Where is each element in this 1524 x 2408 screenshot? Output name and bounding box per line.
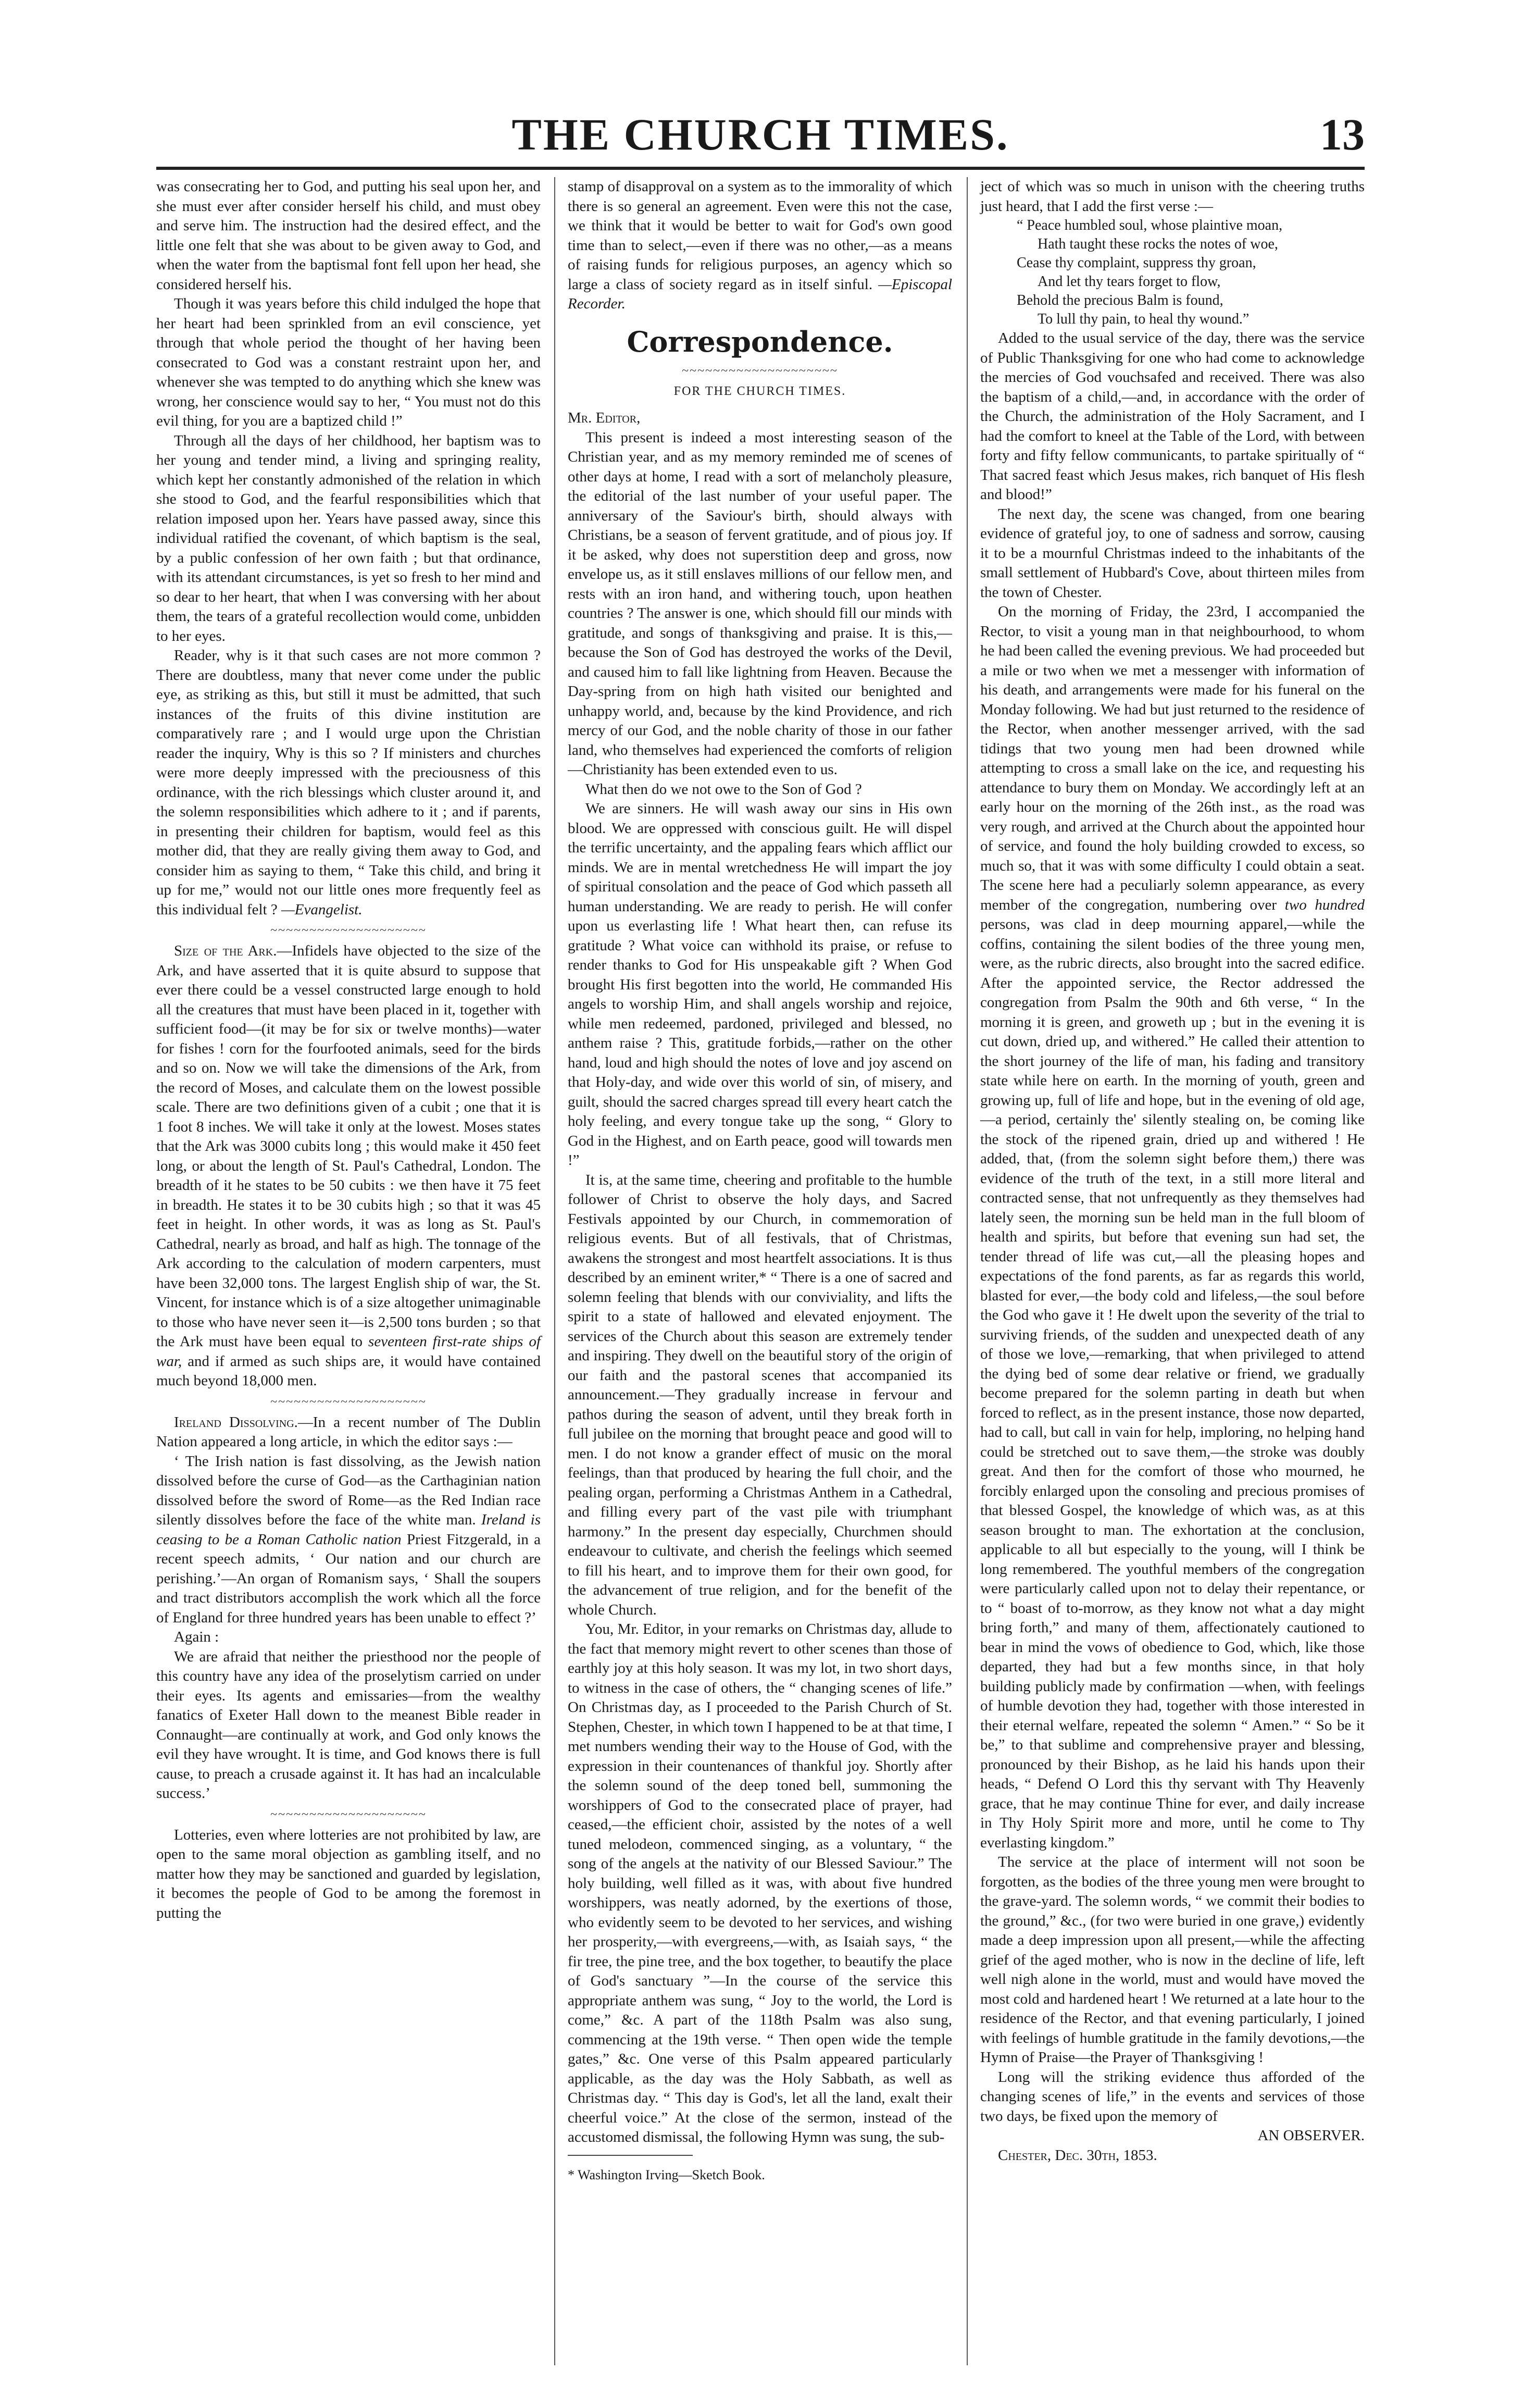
column-divider — [554, 177, 555, 2365]
letter-paragraph: What then do we not owe to the Son of God ? — [585, 780, 862, 798]
letter-paragraph: Long will the striking evidence thus afforded of the changing scenes of life,” in the events and services of those two days, be fixed upon the memory of — [980, 2068, 1365, 2125]
section-divider: ~~~~~~~~~~~~~~~~~~~~ — [270, 1395, 427, 1409]
letter-paragraph: On the morning of Friday, the 23rd, I accompanied the Rector, to visit a young man in that neighbourhood, to whom he had been called the evening previous. We had proceeded but a mile or two when we met a messenger with information of his death, and arrangements were made for his funeral on the Monday following. We had but just returned to the residence of the Rector, when another messenger arrived, with the sad tidings that two young men had been drowned while attempting to cross a small lake on the ice, and requesting his attendance to bury them on Monday. We accordingly left at an early hour on the morning of the 26th inst., as the road was very rough, and arrived at the Church about the appointed hour of service, and found the holy building crowded to excess, so much so, that it was with some difficulty I could obtain a seat. The scene here had a peculiarly solemn appearance, as every member of the congregation, numbering over two hundred persons, was clad in deep mourning apparel,—while the coffins, containing the silent bodies of the three young men, were, as the rubric directs, also brought into the sacred edifice. After the appointed service, the Rector addressed the congregation from Psalm the 90th and 6th verse, “ In the morning it is green, and groweth up ; but in the evening it is cut down, dried up, and withered.” He called their attention to the short journey of the life of man, his fading and transitory state while here on earth. In the morning of youth, green and growing up, full of life and hope, but in the evening of old age,—a period, certainly the' silently stealing on, be coming like the stock of the ripened grain, dried up and withered ! He added, that, (from the solemn sight before them,) there was evidence of the truth of the text, in a still more literal and contracted sense, that not unfrequently as they themselves had lately seen, the morning sun be held man in the full bloom of health and spirits, but before that evening sun had set, the tender thread of life was cut,—all the pleasing hopes and expectations of the fond parents, as far as regards this world, blasted for ever,—the body cold and lifeless,—the soul before the God who gave it ! He dwelt upon the severity of the trial to surviving friends, of the sudden and unexpected death of any of those we love,—remarking, that when privileged to attend the dying bed of some dear relative or friend, we gradually become prepared for the solemn parting in death but when forced to reflect, as in the present instance, those now departed, had to call, but call in vain for help, imploring, no helping hand could be stretched out to save them,—the stroke was doubly great. And then for the comfort of those who mourned, he forcibly enlarged upon the consoling and precious promises of that blessed Gospel, the knowledge of which was, as at this season brought to man. The exhortation at the conclusion, applicable to all but especially to the young, will I think be long remembered. The youthful members of the congregation were particularly called upon not to delay their repentance, or to “ boast of to-morrow, as they know not what a day might bring forth,” and many of them, affectionately cautioned to bear in mind the vows of obedience to God, which, like those departed, they had but a few months since, in that holy building publicly made by confirmation —when, with feelings of humble devotion they had, together with those interested in their eternal welfare, repeated the solemn “ Amen.” “ So be it be,” to that sublime and comprehensive prayer and blessing, pronounced by their Bishop, as he laid his hands upon their heads, “ Defend O Lord this thy servant with Thy Heavenly grace, that he may continue Thine for ever, and daily increase in Thy Holy Spirit more and more, until he come to Thy everlasting kingdom.” — [980, 603, 1365, 1851]
letter-paragraph: ject of which was so much in unison with the cheering truths just heard, that I add the first verse :— — [980, 178, 1365, 215]
article-paragraph: Again : — [174, 1629, 219, 1645]
source-attribution: —Episcopal Recorder. — [568, 276, 953, 312]
section-divider: ~~~~~~~~~~~~~~~~~~~~ — [270, 924, 427, 937]
section-divider: ~~~~~~~~~~~~~~~~~~~~ — [682, 364, 838, 378]
hymn-line: Hath taught these rocks the notes of woe, — [1038, 236, 1278, 252]
quoted-paragraph: We are afraid that neither the priesthood nor the people of this country have any idea of the proselytism carried on under their eyes. Its agents and emissaries—from the wealthy fanatics of Exeter Hall down to the meanest Bible reader in Connaught—are continually at work, and God only knows the evil they have wrought. It is time, and God knows there is full cause, to preach a crusade against it. It has had an incalculable success.’ — [156, 1648, 541, 1802]
quoted-paragraph: ‘ The Irish nation is fast dissolving, as the Jewish nation dissolved before the curse of God—as the Carthaginian nation dissolved before the sword of Rome—as the Red Indian race silently dissolves before the face of the white man. Ireland is ceasing to be a Roman Catholic nation Priest Fitzgerald, in a recent speech admits, ‘ Our nation and our church are perishing.’—An organ of Romanism says, ‘ Shall the soupers and tract distributors accomplish the work which all the force of England for three hundred years has been unable to effect ?’ — [156, 1453, 541, 1626]
column-1 — [156, 177, 541, 1923]
newspaper-page — [156, 104, 1365, 2376]
hymn-line: Behold the precious Balm is found, — [1017, 292, 1223, 308]
masthead — [156, 104, 1365, 162]
article-paragraph: was consecrating her to God, and putting his seal upon her, and she must ever after consider herself his child, and must obey and serve him. The instruction had the desired effect, and the little one felt that she was about to be given away to God, and when the water from the baptismal font fell upon her head, she considered herself his. — [156, 178, 541, 293]
article-lead: Ireland Dissolving. — [174, 1413, 298, 1431]
letter-paragraph: It is, at the same time, cheering and profitable to the humble follower of Christ to observe the holy days, and Sacred Festivals appointed by our Church, in commemoration of religious events. But of all festivals, that of Christmas, awakens the strongest and most heartfelt associations. It is thus described by an eminent writer,* “ There is a one of sacred and solemn feeling that blends with our conviviality, and lifts the spirit to a state of hallowed and elevated enjoyment. The services of the Church about this season are extremely tender and inspiring. They dwell on the beautiful story of the origin of our faith and the pastoral scenes that accompanied its announcement.—They gradually increase in fervour and pathos during the season of advent, until they break forth in full jubilee on the morning that brought peace and good will to men. I do not know a grander effect of music on the moral feelings, than that produced by hearing the full choir, and the pealing organ, performing a Christmas Anthem in a Cathedral, and filling every part of the vast pile with triumphant harmony.” In the present day especially, Churchmen should endeavour to cultivate, and cherish the feelings which seemed to fill his heart, and to improve them for their own good, for the advancement of true religion, and for the benefit of the whole Church. — [568, 1171, 952, 1618]
page-number: 13 — [1320, 109, 1365, 159]
section-heading: Correspondence. — [627, 325, 893, 358]
hymn-line: And let thy tears forget to flow, — [1038, 274, 1221, 290]
column-3 — [980, 177, 1365, 2165]
article-paragraph: Though it was years before this child indulged the hope that her heart had been sprinkled from an evil conscience, yet through that whole period the thought of her having been consecrated to God was a constant restraint upon her, and whenever she was tempted to do anything which she knew was wrong, her conscience would say to her, “ You must not do this evil thing, for you are a baptized child !” — [156, 295, 541, 429]
article-paragraph: Reader, why is it that such cases are not more common ? There are doubtless, many that never come under the public eye, as striking as this, but still it must be admitted, that such instances of the fruits of this divine institution are comparatively rare ; and I would urge upon the Christian reader the inquiry, Why is this so ? If ministers and churches were more deeply impressed with the preciousness of this ordinance, with the rich blessings which cluster around it, and the solemn responsibilities which adhere to it ; and if parents, in presenting their children for baptism, would feel as this mother did, that they are really giving them away to God, and consider him as saying to them, “ Take this child, and bring it up for me,” would not our little ones more frequently feel as this individual felt ? —Evangelist. — [156, 647, 541, 918]
letter-dateline: Chester, Dec. 30th, 1853. — [998, 2146, 1157, 2164]
letter-paragraph: The service at the place of interment will not soon be forgotten, as the bodies of the three young men were brought to the grave-yard. The solemn words, “ we commit their bodies to the ground,” &c., (for two were buried in one grave,) evidently made a deep impression upon all present,—while the affecting grief of the aged mother, who is now in the decline of life, left well nigh alone in the world, must and would have moved the most cold and hardened heart ! We returned at a late hour to the residence of the Rector, and that evening particularly, I joined with feelings of humble gratitude in the family devotions,—the Hymn of Praise—the Prayer of Thanksgiving ! — [980, 1854, 1365, 2066]
column-2 — [568, 177, 952, 2184]
article-paragraph: Through all the days of her childhood, her baptism was to her young and tender mind, a living and springing reality, which kept her constantly admonished of the relation in which she stood to God, and the fearful responsibilities which that relation imposed upon her. Years have passed away, since this individual ratified the covenant, of which baptism is the seal, by a public confession of her own faith ; but that ordinance, with its attendant circumstances, is yet so fresh to her mind and so dear to her heart, that when I was conversing with her about them, the tears of a grateful recollection would come, unbidden to her eyes. — [156, 432, 541, 644]
newspaper-title: THE CHURCH TIMES. — [511, 109, 1009, 159]
letter-paragraph: You, Mr. Editor, in your remarks on Christmas day, allude to the fact that memory might revert to other scenes than those of earthly joy at this holy season. It was my lot, in two short days, to witness in the case of others, the “ changing scenes of life.” On Christmas day, as I proceeded to the Parish Church of St. Stephen, Chester, in which town I happened to be at that time, I met numbers wending their way to the House of God, with the expression in their countenances of thankful joy. Shortly after the solemn sound of the deep toned bell, summoning the worshippers of God to the consecrated place of prayer, had ceased,—the efficient choir, assisted by the notes of a well tuned melodeon, commenced singing, as a voluntary, “ the song of the angels at the nativity of our Blessed Saviour.” The holy building, well filled as it was, with about five hundred worshippers, was neatly adorned, by the exertions of those, who evidently seem to be devoted to her services, and wishing her prosperity,—with evergreens,—with, as Isaiah says, “ the fir tree, the pine tree, and the box together, to beautify the place of God's sanctuary ”—In the course of the service this appropriate anthem was sung, “ Joy to the world, the Lord is come,” &c. A part of the 118th Psalm was also sung, commencing at the 19th verse. “ Then open wide the temple gates,” &c. One verse of this Psalm appeared particularly applicable, as the day was the Holy Sabbath, as well as Christmas day. “ This day is God's, let all the land, exalt their cheerful voice.” At the close of the sermon, instead of the accustomed dismissal, the following Hymn was sung, the sub- — [568, 1621, 952, 2145]
article-paragraph-ireland: Ireland Dissolving.—In a recent number of The Dublin Nation appeared a long article, in which the editor says :— — [156, 1413, 541, 1450]
article-paragraph-ark: Size of the Ark.—Infidels have objected to the size of the Ark, and have asserted that it is quite absurd to suppose that ever there could be a vessel constructed large enough to hold all the creatures that must have been placed in it, together with sufficient food—(it may be for six or twelve months)—water for fishes ! corn for the fourfooted animals, seed for the birds and so on. Now we will take the dimensions of the Ark, from the record of Moses, and calculate them on the lowest possible scale. There are two definitions given of a cubit ; one that it is 1 foot 8 inches. We will take it only at the lowest. Moses states that the Ark was 3000 cubits long ; this would make it 450 feet long, or about the length of St. Paul's Cathedral, London. The breadth of it he states to be 50 cubits : we then have it 75 feet in breadth. He states it to be 30 cubits high ; so that it was 45 feet in height. In other words, it was as long as St. Paul's Cathedral, nearly as broad, and half as high. The tonnage of the Ark according to the calculation of modern carpenters, must have been 32,000 tons. The largest English ship of war, the St. Vincent, for instance which is of a size altogether unimaginable to those who have never seen it—is 2,500 tons burden ; so that the Ark must have been equal to seventeen first-rate ships of war, and if armed as such ships are, it would have contained much beyond 18,000 men. — [156, 942, 541, 1389]
footnote-rule — [568, 2155, 693, 2156]
section-subheading: FOR THE CHURCH TIMES. — [673, 384, 846, 398]
source-attribution: —Evangelist. — [281, 901, 363, 918]
column-divider — [967, 177, 968, 2365]
hymn-line: Cease thy complaint, suppress thy groan, — [1017, 255, 1256, 271]
letter-paragraph: The next day, the scene was changed, from one bearing evidence of grateful joy, to one of sadness and sorrow, causing it to be a mournful Christmas indeed to the inhabitants of the small settlement of Hubbard's Cove, about thirteen miles from the town of Chester. — [980, 505, 1365, 601]
letter-paragraph: This present is indeed a most interesting season of the Christian year, and as my memory reminded me of scenes of other days at home, I read with a sort of melancholy pleasure, the editorial of the last number of your useful paper. The anniversary of the Saviour's birth, should always with Christians, be a season of fervent gratitude, and of pious joy. If it be asked, why does not superstition deep and gross, now envelope us, as it still enslaves millions of our fellow men, and rests with an iron hand, and withering touch, upon heathen countries ? The answer is one, which should fill our minds with gratitude, and songs of thanksgiving and praise. It is this,—because the Son of God has destroyed the works of the Devil, and caused him to fall like lightning from Heaven. Because the Day-spring from on high hath visited our benighted and unhappy world, and, because by the kind Providence, and rich mercy of our God, and the noble charity of those in our father land, who themselves had experienced the comforts of religion—Christianity has been extended even to us. — [568, 429, 952, 778]
article-paragraph: Lotteries, even where lotteries are not prohibited by law, are open to the same moral objection as gambling itself, and no matter how they may be sanctioned and guarded by legislation, it becomes the people of God to be among the foremost in putting the — [156, 1826, 541, 1921]
letter-paragraph: We are sinners. He will wash away our sins in His own blood. We are oppressed with conscious guilt. He will dispel the terrific uncertainty, and the appaling fears which afflict our minds. We are in mental wretchedness He will impart the joy of spiritual consolation and the peace of God which passeth all human understanding. We are ready to perish. He will confer upon us everlasting life ! What heart then, can refuse its gratitude ? What voice can withhold its praise, or refuse to render thanks to God for His unspeakable gift ? When God brought His first begotten into the world, He commanded His angels to worship Him, and shall angels worship and rejoice, while men redeemed, pardoned, privileged and blessed, no anthem raise ? This, gratitude forbids,—rather on the other hand, loud and high should the notes of love and joy ascend on that Holy-day, and wide over this world of sin, of misery, and guilt, should the sacred charges spread till every heart catch the holy feeling, and every tongue take up the song, “ Glory to God in the Highest, and on Earth peace, good will towards men !” — [568, 800, 952, 1169]
salutation: Mr. Editor, — [568, 409, 641, 426]
hymn-line: To lull thy pain, to heal thy wound.” — [1038, 311, 1250, 327]
letter-signature: AN OBSERVER. — [1257, 2127, 1365, 2144]
hymn-line: “ Peace humbled soul, whose plaintive moan, — [1017, 217, 1283, 233]
section-divider: ~~~~~~~~~~~~~~~~~~~~ — [270, 1807, 427, 1821]
article-paragraph: stamp of disapproval on a system as to the immorality of which there is so general an agreement. Even were this not the case, we think that it would be better to wait for God's own good time than to select,—even if there was no other,—as a means of raising funds for religious purposes, an agency which so large a class of society regard as in itself sinful. —Episcopal Recorder. — [568, 178, 953, 312]
article-lead: Size of the Ark. — [174, 942, 277, 959]
footnote: * Washington Irving—Sketch Book. — [568, 2167, 765, 2182]
masthead-rule — [156, 167, 1365, 170]
letter-paragraph: Added to the usual service of the day, there was the service of Public Thanksgiving for one who had come to acknowledge the mercies of God vouchsafed and received. There was also the baptism of a child,—and, in accordance with the order of the Church, the administration of the Holy Sacrament, and I had the comfort to kneel at the Table of the Lord, with between forty and fifty fellow communicants, to partake spiritually of “ That sacred feast which Jesus makes, rich banquet of His flesh and blood!” — [980, 330, 1365, 503]
